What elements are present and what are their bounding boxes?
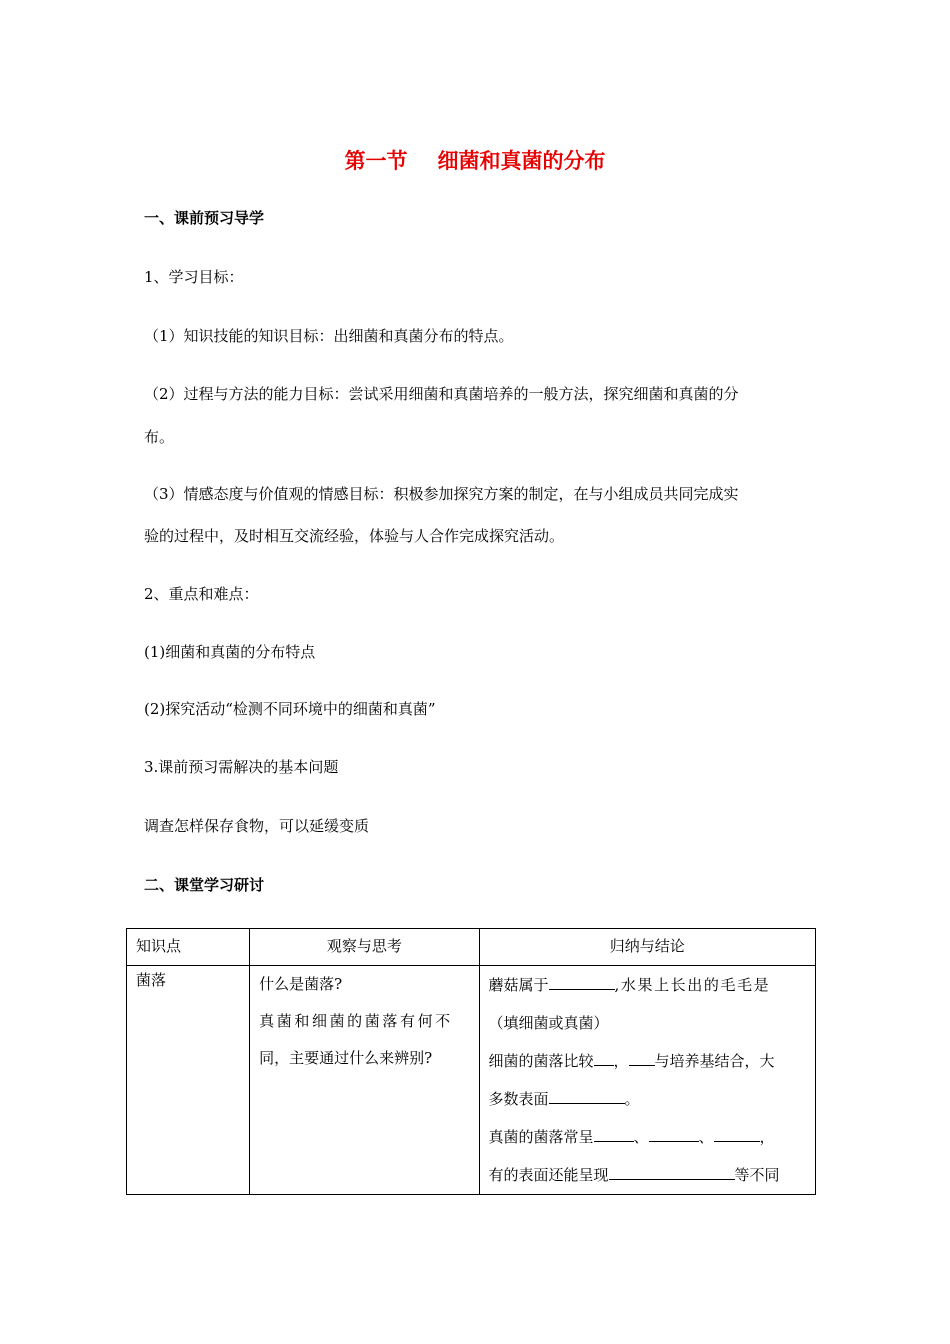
conclusion-line-4: 多数表面 。 bbox=[488, 1090, 640, 1108]
table-row bbox=[127, 966, 816, 1195]
observe-line-1: 什么是菌落? bbox=[259, 975, 343, 993]
goal-3-line1: （3）情感态度与价值观的情感目标：积极参加探究方案的制定，在与小组成员共同完成实 bbox=[144, 485, 739, 503]
key-points-label: 2、重点和难点： bbox=[144, 585, 259, 603]
blank[interactable] bbox=[594, 1127, 634, 1142]
blank[interactable] bbox=[594, 1051, 614, 1066]
cell-topic: 菌落 bbox=[127, 966, 250, 1195]
conclusion-line-3: 细菌的菌落比较 ， 与培养基结合，大 bbox=[488, 1052, 775, 1070]
cell-conclusion bbox=[479, 966, 816, 1195]
preview-label: 3.课前预习需解决的基本问题 bbox=[144, 758, 339, 776]
title-topic: 细菌和真菌的分布 bbox=[437, 149, 606, 173]
goals-label: 1、学习目标： bbox=[144, 268, 244, 286]
header-cell-topic: 知识点 bbox=[127, 929, 250, 966]
goal-2-line2: 布。 bbox=[144, 428, 175, 446]
header-cell-observe: 观察与思考 bbox=[250, 929, 479, 966]
blank[interactable] bbox=[549, 1089, 625, 1104]
blank[interactable] bbox=[549, 975, 615, 990]
goal-2-line1: （2）过程与方法的能力目标：尝试采用细菌和真菌培养的一般方法，探究细菌和真菌的分 bbox=[144, 385, 739, 403]
key-point-2: (2)探究活动“检测不同环境中的细菌和真菌” bbox=[144, 700, 436, 718]
conclusion-line-5: 真菌的菌落常呈 、 、 ， bbox=[488, 1128, 775, 1146]
blank[interactable] bbox=[649, 1127, 699, 1142]
blank[interactable] bbox=[714, 1127, 760, 1142]
goal-1: （1）知识技能的知识目标：出细菌和真菌分布的特点。 bbox=[144, 327, 514, 345]
conclusion-line-6: 有的表面还能呈现 等不同 bbox=[488, 1166, 780, 1184]
study-table bbox=[126, 928, 816, 1195]
blank[interactable] bbox=[629, 1051, 655, 1066]
title-section-number: 第一节 bbox=[344, 149, 408, 173]
cell-observe bbox=[250, 966, 479, 1195]
conclusion-line-1: 蘑菇属于 ,水果上长出的毛毛是 bbox=[488, 976, 771, 994]
preview-item-1: 调查怎样保存食物，可以延缓变质 bbox=[144, 817, 370, 835]
table-header-row bbox=[127, 929, 816, 966]
header-cell-conclusion: 归纳与结论 bbox=[479, 929, 816, 966]
section2-heading: 二、课堂学习研讨 bbox=[144, 876, 265, 894]
observe-line-3: 同，主要通过什么来辨别? bbox=[259, 1049, 433, 1067]
observe-line-2: 真菌和细菌的菌落有何不 bbox=[259, 1012, 453, 1030]
conclusion-line-2: （填细菌或真菌） bbox=[488, 1014, 609, 1032]
page-title bbox=[0, 145, 950, 175]
section1-heading: 一、课前预习导学 bbox=[144, 209, 265, 227]
goal-3-line2: 验的过程中，及时相互交流经验，体验与人合作完成探究活动。 bbox=[144, 527, 565, 545]
key-point-1: (1)细菌和真菌的分布特点 bbox=[144, 643, 316, 661]
blank[interactable] bbox=[609, 1165, 735, 1180]
